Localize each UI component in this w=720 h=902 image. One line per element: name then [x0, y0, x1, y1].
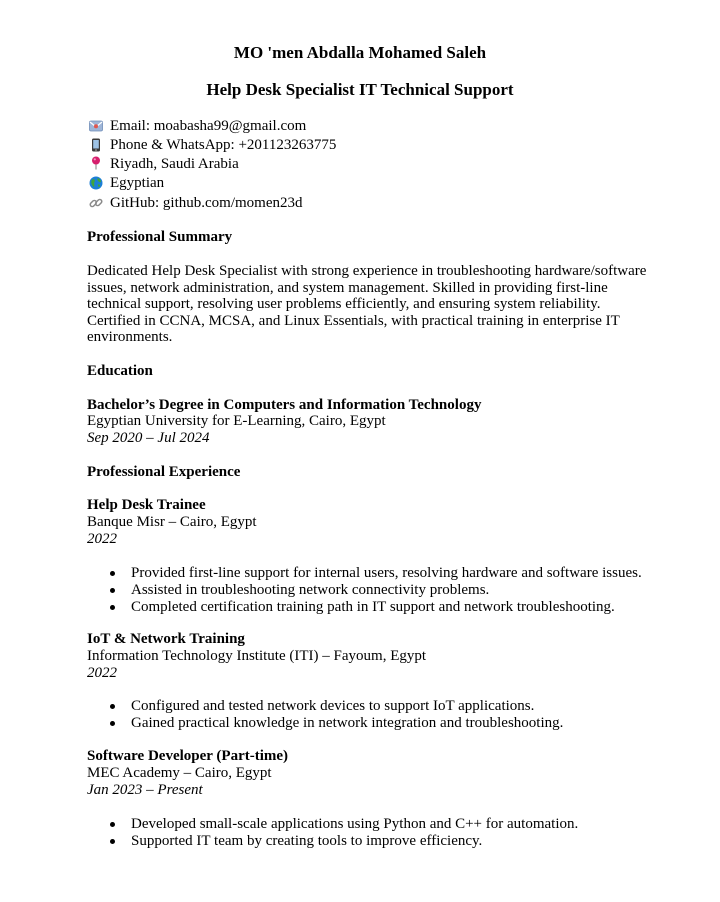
bullet-dot — [110, 822, 115, 827]
job-organization: MEC Academy – Cairo, Egypt — [87, 765, 272, 781]
education-degree: Bachelor’s Degree in Computers and Information Technology — [87, 397, 482, 413]
contact-github[interactable]: GitHub: github.com/momen23d — [110, 195, 303, 211]
job-bullet: Configured and tested network devices to support IoT applications. — [131, 698, 535, 714]
job-bullet: Assisted in troubleshooting network connectivity problems. — [131, 582, 490, 598]
education-dates: Sep 2020 – Jul 2024 — [87, 430, 210, 446]
phone-icon — [89, 138, 103, 152]
job-dates: Jan 2023 – Present — [87, 782, 203, 798]
envelope-icon — [89, 119, 103, 133]
candidate-name: MO 'men Abdalla Mohamed Saleh — [233, 43, 487, 62]
job-bullet: Completed certification training path in IT support and network troubleshooting. — [131, 599, 615, 615]
bullet-dot — [110, 605, 115, 610]
job-organization: Information Technology Institute (ITI) – Fayoum, Egypt — [87, 648, 427, 664]
section-heading-experience: Professional Experience — [87, 464, 241, 480]
bullet-dot — [110, 721, 115, 726]
job-bullet: Provided first-line support for internal users, resolving hardware and software issues. — [131, 565, 642, 581]
globe-icon — [89, 176, 103, 190]
summary-paragraph: Dedicated Help Desk Specialist with strong experience in troubleshooting hardware/software issues, network administration, and system management. Skilled in providing first-line technical support, resolving user problems efficiently, and ensuring system reliability. Certified in CCNA, MCSA, and Linux Essentials, with practical training in enterprise IT environments. — [87, 263, 647, 346]
job-bullet: Supported IT team by creating tools to improve efficiency. — [131, 833, 483, 849]
job-title: IoT & Network Training — [87, 631, 245, 647]
contact-email[interactable]: Email: moabasha99@gmail.com — [110, 118, 307, 134]
job-bullet: Developed small-scale applications using Python and C++ for automation. — [131, 816, 579, 832]
bullet-dot — [110, 839, 115, 844]
job-dates: 2022 — [87, 531, 117, 547]
job-title: Software Developer (Part-time) — [87, 748, 289, 764]
job-dates: 2022 — [87, 665, 117, 681]
contact-nationality: Egyptian — [110, 175, 165, 191]
job-organization: Banque Misr – Cairo, Egypt — [87, 514, 257, 530]
bullet-dot — [110, 704, 115, 709]
job-title: Help Desk Trainee — [87, 497, 206, 513]
section-heading-summary: Professional Summary — [87, 229, 233, 245]
contact-phone[interactable]: Phone & WhatsApp: +201123263775 — [110, 137, 337, 153]
job-role-title: Help Desk Specialist IT Technical Support — [206, 80, 514, 99]
pin-icon — [89, 156, 103, 170]
contact-location: Riyadh, Saudi Arabia — [110, 156, 239, 172]
education-school: Egyptian University for E-Learning, Cairo, Egypt — [87, 413, 386, 429]
link-icon — [89, 196, 103, 210]
job-bullet: Gained practical knowledge in network integration and troubleshooting. — [131, 715, 564, 731]
bullet-dot — [110, 571, 115, 576]
bullet-dot — [110, 588, 115, 593]
section-heading-education: Education — [87, 363, 153, 379]
